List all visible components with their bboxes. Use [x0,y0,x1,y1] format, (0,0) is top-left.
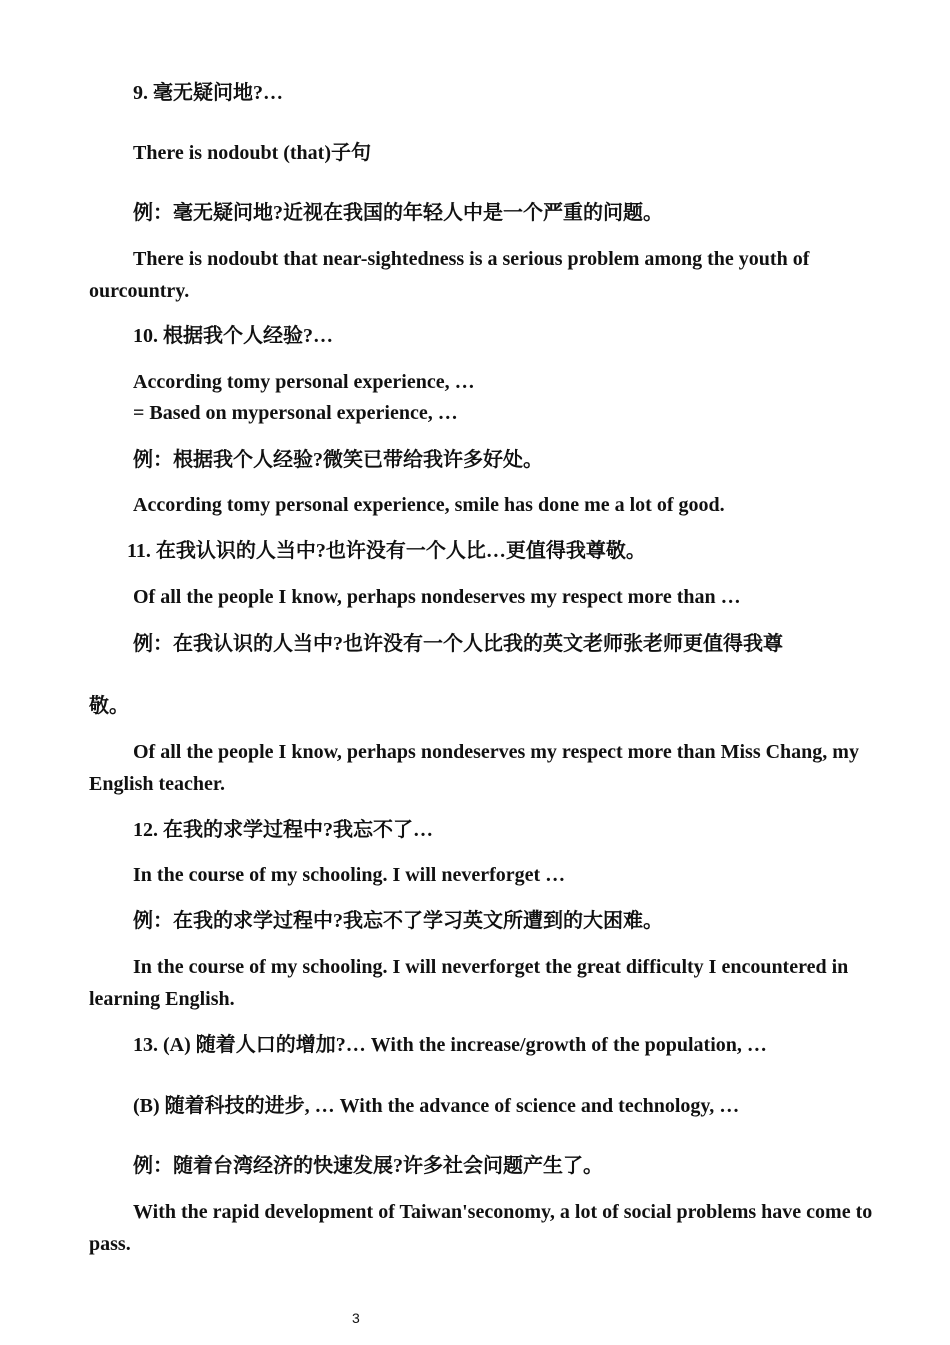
item-12-example-zh: 例：在我的求学过程中?我忘不了学习英文所遭到的大困难。 [133,910,663,932]
item-10-pattern: According tomy personal experience, … [133,371,475,393]
item-13a-pattern: 13. (A) 随着人口的增加?… With the increase/growth of the population, … [133,1034,767,1056]
page-number: 3 [352,1310,360,1326]
item-9-example-zh: 例：毫无疑问地?近视在我国的年轻人中是一个严重的问题。 [133,202,663,224]
item-11-example-zh-cont: 敬。 [89,695,129,717]
item-9-pattern: There is nodoubt (that)子句 [133,142,371,164]
item-13-example-en: With the rapid development of Taiwan'seconomy, a lot of social problems have come to pass. [89,1201,873,1255]
item-11-heading: 11. 在我认识的人当中?也许没有一个人比…更值得我尊敬。 [127,540,646,562]
item-10-heading: 10. 根据我个人经验?… [133,325,333,347]
item-13b-pattern: (B) 随着科技的进步, … With the advance of science and technology, … [133,1095,740,1117]
item-10-pattern-alt: = Based on mypersonal experience, … [133,402,458,424]
item-11-example-zh: 例：在我认识的人当中?也许没有一个人比我的英文老师张老师更值得我尊 [133,633,783,655]
item-10-example-en: According tomy personal experience, smile has done me a lot of good. [133,494,725,516]
item-10-example-zh: 例：根据我个人经验?微笑已带给我许多好处。 [133,449,543,471]
item-12-heading: 12. 在我的求学过程中?我忘不了… [133,819,433,841]
item-13-example-zh: 例：随着台湾经济的快速发展?许多社会问题产生了。 [133,1155,603,1177]
item-11-example-en: Of all the people I know, perhaps nondeserves my respect more than Miss Chang, my English teacher. [89,741,859,795]
item-12-pattern: In the course of my schooling. I will neverforget … [133,864,566,886]
item-11-pattern: Of all the people I know, perhaps nondeserves my respect more than … [133,586,741,608]
item-12-example-en: In the course of my schooling. I will neverforget the great difficulty I encountered in learning English. [89,956,849,1010]
item-9-example-en: There is nodoubt that near-sightedness is a serious problem among the youth of ourcountry. [89,248,810,302]
item-9-heading: 9. 毫无疑问地?… [133,82,283,104]
